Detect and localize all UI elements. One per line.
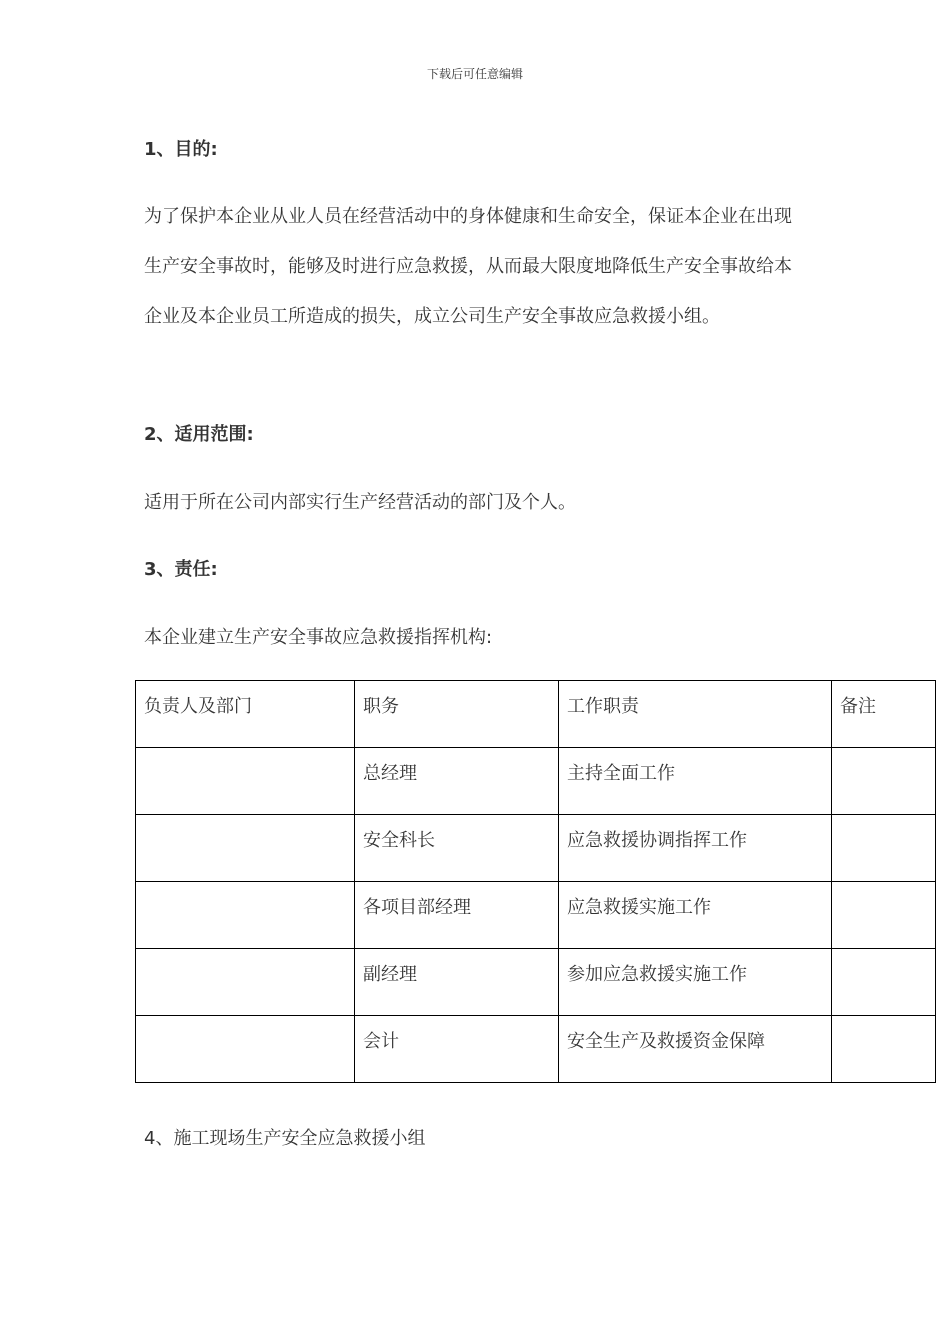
page-header-note: 下载后可任意编辑 xyxy=(426,67,523,81)
table-header-cell: 职务 xyxy=(355,681,559,748)
table-header-cell: 备注 xyxy=(832,681,936,748)
section3-paragraph: 本企业建立生产安全事故应急救援指挥机构: xyxy=(144,627,493,648)
table-row xyxy=(136,882,936,949)
table-cell-remark xyxy=(832,882,936,949)
table-cell-position: 总经理 xyxy=(355,748,559,815)
table-header-cell: 负责人及部门 xyxy=(136,681,355,748)
table-cell-duty: 应急救援协调指挥工作 xyxy=(559,815,832,882)
table-row xyxy=(136,1016,936,1083)
table-cell-position: 副经理 xyxy=(355,949,559,1016)
table-cell-position: 会计 xyxy=(355,1016,559,1083)
table-row xyxy=(136,815,936,882)
table-row xyxy=(136,949,936,1016)
section1-heading: 1、目的: xyxy=(144,139,218,160)
emergency-command-table xyxy=(135,680,936,1083)
table-cell-duty: 安全生产及救援资金保障 xyxy=(559,1016,832,1083)
table-cell-position: 安全科长 xyxy=(355,815,559,882)
table-cell-department xyxy=(136,882,355,949)
table-cell-remark xyxy=(832,1016,936,1083)
section3-heading: 3、责任: xyxy=(144,559,218,580)
table-cell-position: 各项目部经理 xyxy=(355,882,559,949)
section2-heading: 2、适用范围: xyxy=(144,424,254,445)
section1-paragraph: 为了保护本企业从业人员在经营活动中的身体健康和生命安全，保证本企业在出现生产安全事故时，能够及时进行应急救援，从而最大限度地降低生产安全事故给本企业及本企业员工所造成的损失，成立公司生产安全事故应急救援小组。 xyxy=(144,206,792,327)
table-cell-department xyxy=(136,815,355,882)
table-header-row xyxy=(136,681,936,748)
table-cell-remark xyxy=(832,815,936,882)
table-cell-duty: 应急救援实施工作 xyxy=(559,882,832,949)
table-cell-department xyxy=(136,949,355,1016)
table-cell-department xyxy=(136,748,355,815)
table-cell-duty: 参加应急救援实施工作 xyxy=(559,949,832,1016)
table-row xyxy=(136,748,936,815)
table-cell-remark xyxy=(832,748,936,815)
table-cell-department xyxy=(136,1016,355,1083)
section4-heading: 4、施工现场生产安全应急救援小组 xyxy=(144,1128,426,1149)
table-header-cell: 工作职责 xyxy=(559,681,832,748)
table-cell-duty: 主持全面工作 xyxy=(559,748,832,815)
table-cell-remark xyxy=(832,949,936,1016)
section2-paragraph: 适用于所在公司内部实行生产经营活动的部门及个人。 xyxy=(144,492,576,513)
